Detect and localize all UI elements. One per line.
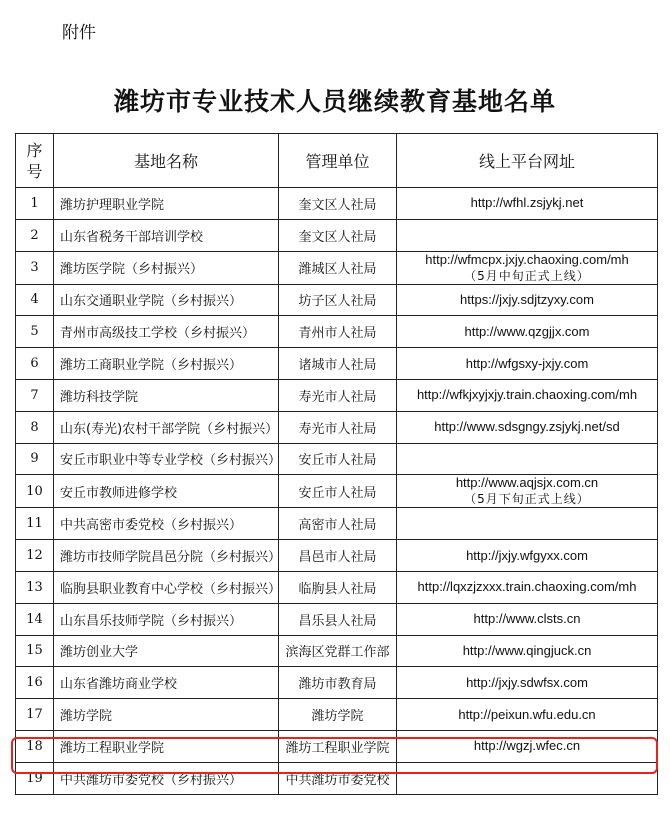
row-url-text[interactable]: http://www.clsts.cn	[473, 611, 581, 627]
row-base-name: 潍坊市技师学院昌邑分院（乡村振兴）	[54, 540, 279, 572]
table-row	[16, 411, 658, 443]
row-platform-url	[397, 475, 658, 508]
row-management-unit: 潍坊工程职业学院	[279, 730, 397, 762]
row-platform-url	[397, 635, 658, 667]
table-body	[16, 188, 658, 795]
row-url-text[interactable]: http://wfmcpx.jxjy.chaoxing.com/mh	[425, 251, 629, 267]
row-url-note: （5月中旬正式上线）	[464, 268, 590, 283]
row-seq: 17	[16, 699, 54, 731]
row-base-name: 潍坊工程职业学院	[54, 730, 279, 762]
row-seq: 10	[16, 475, 54, 508]
table-row	[16, 443, 658, 475]
table-row	[16, 348, 658, 380]
row-base-name: 潍坊学院	[54, 699, 279, 731]
table-header-row	[16, 134, 658, 188]
row-management-unit: 昌乐县人社局	[279, 603, 397, 635]
row-base-name: 山东省潍坊商业学校	[54, 667, 279, 699]
row-platform-url	[397, 508, 658, 540]
row-base-name: 潍坊科技学院	[54, 379, 279, 411]
row-url-text[interactable]: http://www.qzgjjx.com	[464, 323, 590, 339]
row-management-unit: 奎文区人社局	[279, 188, 397, 220]
row-base-name: 潍坊工商职业学院（乡村振兴）	[54, 348, 279, 380]
row-platform-url	[397, 540, 658, 572]
table-row	[16, 508, 658, 540]
header-seq-bottom: 号	[26, 161, 43, 181]
row-base-name: 临朐县职业教育中心学校（乡村振兴）	[54, 571, 279, 603]
row-base-name: 安丘市职业中等专业学校（乡村振兴）	[54, 443, 279, 475]
row-seq: 6	[16, 348, 54, 380]
row-platform-url	[397, 379, 658, 411]
row-seq: 19	[16, 762, 54, 794]
row-seq: 13	[16, 571, 54, 603]
row-seq: 16	[16, 667, 54, 699]
row-management-unit: 诸城市人社局	[279, 348, 397, 380]
row-platform-url	[397, 667, 658, 699]
row-seq: 18	[16, 730, 54, 762]
row-url-text[interactable]: http://lqxzjzxxx.train.chaoxing.com/mh	[417, 579, 637, 595]
row-platform-url	[397, 443, 658, 475]
row-base-name: 山东交通职业学院（乡村振兴）	[54, 284, 279, 316]
row-base-name: 中共潍坊市委党校（乡村振兴）	[54, 762, 279, 794]
header-name: 基地名称	[54, 134, 279, 188]
row-platform-url	[397, 316, 658, 348]
row-base-name: 山东省税务干部培训学校	[54, 219, 279, 251]
row-platform-url	[397, 284, 658, 316]
table-row	[16, 730, 658, 762]
row-url-text[interactable]: http://jxjy.sdwfsx.com	[466, 674, 588, 690]
header-url: 线上平台网址	[397, 134, 658, 188]
row-platform-url	[397, 762, 658, 794]
row-management-unit: 安丘市人社局	[279, 443, 397, 475]
table-row	[16, 284, 658, 316]
row-platform-url	[397, 699, 658, 731]
row-base-name: 潍坊创业大学	[54, 635, 279, 667]
row-platform-url	[397, 251, 658, 284]
table-row	[16, 540, 658, 572]
table-row	[16, 667, 658, 699]
row-management-unit: 中共潍坊市委党校	[279, 762, 397, 794]
row-seq: 12	[16, 540, 54, 572]
table-row	[16, 635, 658, 667]
row-url-text[interactable]: http://wfgsxy-jxjy.com	[465, 355, 589, 371]
row-url-text[interactable]: http://www.aqjsjx.com.cn	[455, 475, 599, 491]
table-row	[16, 219, 658, 251]
row-platform-url	[397, 219, 658, 251]
table-row	[16, 475, 658, 508]
row-management-unit: 坊子区人社局	[279, 284, 397, 316]
row-management-unit: 高密市人社局	[279, 508, 397, 540]
row-seq: 1	[16, 188, 54, 220]
row-management-unit: 昌邑市人社局	[279, 540, 397, 572]
row-management-unit: 安丘市人社局	[279, 475, 397, 508]
table-row	[16, 762, 658, 794]
row-seq: 11	[16, 508, 54, 540]
row-platform-url	[397, 603, 658, 635]
row-base-name: 山东(寿光)农村干部学院（乡村振兴）	[54, 411, 279, 443]
row-management-unit: 潍城区人社局	[279, 251, 397, 284]
row-management-unit: 临朐县人社局	[279, 571, 397, 603]
header-seq	[16, 134, 54, 188]
table-row	[16, 251, 658, 284]
table-row	[16, 316, 658, 348]
table-row	[16, 699, 658, 731]
row-management-unit: 滨海区党群工作部	[279, 635, 397, 667]
row-base-name: 潍坊护理职业学院	[54, 188, 279, 220]
row-base-name: 山东昌乐技师学院（乡村振兴）	[54, 603, 279, 635]
row-platform-url	[397, 571, 658, 603]
row-platform-url	[397, 348, 658, 380]
row-platform-url	[397, 411, 658, 443]
document-title: 潍坊市专业技术人员继续教育基地名单	[113, 87, 556, 116]
row-management-unit: 寿光市人社局	[279, 379, 397, 411]
row-seq: 2	[16, 219, 54, 251]
row-url-text[interactable]: https://jxjy.sdjtzyxy.com	[460, 291, 594, 307]
attachment-label: 附件	[62, 23, 96, 43]
row-seq: 7	[16, 379, 54, 411]
table-row	[16, 603, 658, 635]
row-base-name: 中共高密市委党校（乡村振兴）	[54, 508, 279, 540]
table-row	[16, 379, 658, 411]
row-url-text[interactable]: http://www.sdsgngy.zsjykj.net/sd	[434, 419, 620, 435]
row-seq: 14	[16, 603, 54, 635]
row-url-text[interactable]: http://wgzj.wfec.cn	[473, 738, 581, 754]
row-management-unit: 奎文区人社局	[279, 219, 397, 251]
row-url-text[interactable]: http://jxjy.wfgyxx.com	[466, 547, 588, 563]
row-seq: 4	[16, 284, 54, 316]
row-base-name: 青州市高级技工学校（乡村振兴）	[54, 316, 279, 348]
base-list-table	[15, 133, 658, 795]
row-management-unit: 潍坊市教育局	[279, 667, 397, 699]
header-seq-top: 序	[26, 140, 43, 160]
row-seq: 5	[16, 316, 54, 348]
row-seq: 9	[16, 443, 54, 475]
row-management-unit: 潍坊学院	[279, 699, 397, 731]
row-management-unit: 寿光市人社局	[279, 411, 397, 443]
row-management-unit: 青州市人社局	[279, 316, 397, 348]
table-row	[16, 571, 658, 603]
row-seq: 15	[16, 635, 54, 667]
row-url-text[interactable]: http://peixun.wfu.edu.cn	[458, 706, 596, 722]
table-row	[16, 188, 658, 220]
row-url-note: （5月下旬正式上线）	[464, 492, 590, 507]
row-url-text[interactable]: http://wfkjxyjxjy.train.chaoxing.com/mh	[416, 387, 638, 403]
row-base-name: 安丘市教师进修学校	[54, 475, 279, 508]
row-platform-url	[397, 188, 658, 220]
row-url-text[interactable]: http://wfhl.zsjykj.net	[470, 195, 584, 211]
row-url-text[interactable]: http://www.qingjuck.cn	[462, 642, 592, 658]
row-base-name: 潍坊医学院（乡村振兴）	[54, 251, 279, 284]
header-unit: 管理单位	[279, 134, 397, 188]
row-platform-url	[397, 730, 658, 762]
row-seq: 3	[16, 251, 54, 284]
row-seq: 8	[16, 411, 54, 443]
